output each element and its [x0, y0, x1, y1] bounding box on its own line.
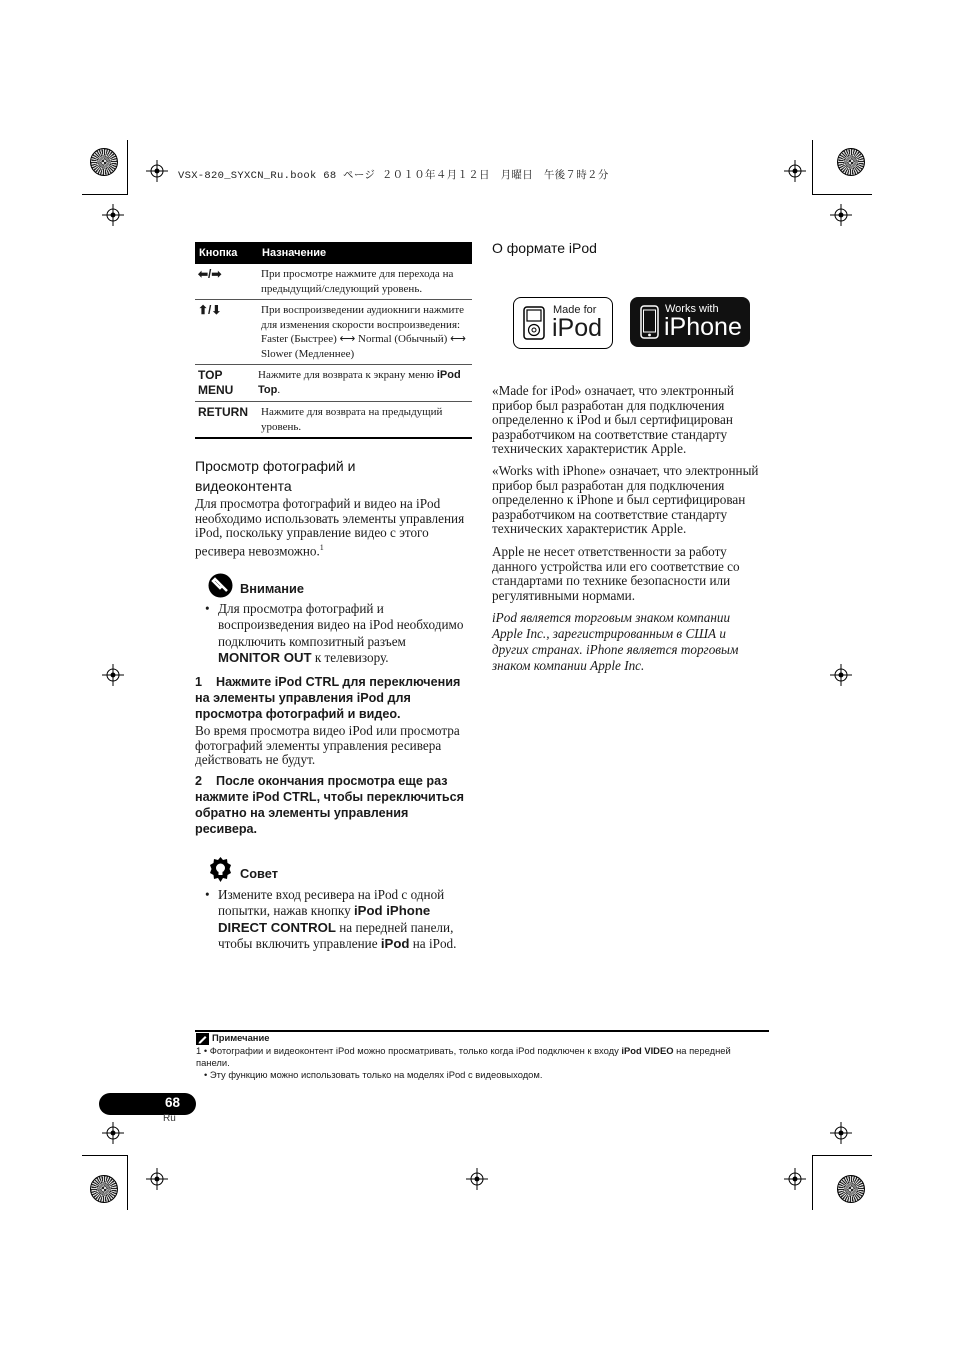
registration-mark-icon: [830, 204, 852, 226]
apple-disclaimer-paragraph: Apple не несет ответственности за работу данного устройства или его соответствие со стандартами по технике безопасности или регулятивными нормами.: [492, 544, 740, 603]
section-title-ipod-format: О формате iPod: [492, 240, 597, 256]
row-desc-end: .: [277, 383, 281, 396]
tip-bullet: • Измените вход ресивера на iPod с одной попытки, нажав кнопку iPod iPhone DIRECT CONTROL на передней панели, чтобы включить управление iPod на iPod.: [205, 887, 457, 951]
badge-big-text: iPod: [552, 314, 603, 342]
registration-mark-icon: [784, 160, 806, 182]
step1-text: для переключения на элементы управления iPod для просмотра фотографий и видео.: [195, 675, 461, 721]
color-bar-rosette: [837, 1175, 865, 1203]
made-for-ipod-badge: [513, 297, 613, 349]
tip-lightbulb-icon: [208, 857, 233, 882]
row-key: TOP MENU: [198, 368, 234, 397]
step-1-body: Во время просмотра видео iPod или просмотра фотографий элементы управления ресивера действовать не будут.: [195, 723, 460, 768]
row-key: ⬆/⬇: [198, 303, 222, 317]
footnote-1: [196, 1045, 756, 1069]
tip-bold: iPod iPhone DIRECT CONTROL: [218, 903, 431, 935]
row-desc: При воспроизведении аудиокниги нажмите для изменения скорости воспроизведения: Faster (Быстрее) ⟷ Normal (Обычный) ⟷ Slower (Медленнее): [261, 304, 466, 360]
row-desc-bold: iPod Top: [258, 369, 461, 396]
footnote-title: Примечание: [212, 1032, 270, 1043]
page-number: 68: [164, 1095, 180, 1110]
caution-text: Для просмотра фотографий и воспроизведения видео на iPod необходимо подключить композитный разъем: [218, 601, 464, 649]
footnote-ref: 1: [319, 542, 324, 552]
page-language: Ru: [163, 1113, 176, 1124]
row-desc: [258, 368, 468, 398]
section-title-photo-video: Просмотр фотографий и видеоконтента: [195, 458, 356, 494]
intro-paragraph: [195, 497, 472, 559]
step-number: 1: [195, 675, 203, 689]
tip-mid: на передней панели, чтобы включить управление: [218, 919, 454, 951]
row-key: RETURN: [198, 405, 248, 419]
step1-key: iPod CTRL: [274, 675, 339, 689]
caution-bullet: • Для просмотра фотографий и воспроизведения видео на iPod необходимо подключить композитный разъем MONITOR OUT к телевизору.: [205, 601, 464, 665]
caution-title: Внимание: [240, 581, 304, 596]
registration-mark-icon: [146, 160, 168, 182]
color-bar-rosette: [90, 1175, 118, 1203]
caution-bold: MONITOR OUT: [218, 649, 312, 665]
registration-mark-icon: [102, 1122, 124, 1144]
footnote-end: на передней панели.: [196, 1045, 731, 1068]
table-row: [195, 300, 472, 365]
page-number-tab: [99, 1093, 196, 1115]
made-for-ipod-paragraph: «Made for iPod» означает, что электронный прибор был разработан для подключения определенно к iPod и был сертифицирован разработчиком на соответствие стандарту технических характеристик Apple.: [492, 383, 734, 457]
book-file-header: VSX-820_SYXCN_Ru.book 68 ページ ２０１０年４月１２日 月曜日 午後７時２分: [178, 170, 609, 182]
registration-mark-icon: [466, 1168, 488, 1190]
table-row: [195, 365, 472, 402]
footnote-text: • Фотографии и видеоконтент iPod можно просматривать, только когда iPod подключен к входу: [203, 1045, 622, 1056]
works-with-iphone-paragraph: «Works with iPhone» означает, что электронный прибор был разработан для подключения определенно к iPhone и был сертифицирован разработчиком на соответствие стандарту технических характеристик Apple.: [492, 463, 759, 537]
step-1: [195, 674, 472, 722]
table-header: [195, 242, 472, 264]
registration-mark-icon: [102, 664, 124, 686]
badge-small-text: Made for: [553, 304, 597, 316]
footnote-number: 1: [196, 1045, 202, 1056]
color-bar-rosette: [90, 148, 118, 176]
col-header-function: Назначение: [262, 247, 327, 259]
table-row: [195, 402, 472, 437]
button-table: [195, 242, 472, 439]
tip-text: Измените вход ресивера на iPod с одной попытки, нажав кнопку: [218, 887, 445, 919]
registration-mark-icon: [784, 1168, 806, 1190]
caution-end: к телевизору.: [311, 649, 389, 665]
step1-pre: Нажмите: [216, 675, 275, 689]
registration-mark-icon: [830, 664, 852, 686]
row-desc-text: Нажмите для возврата к экрану меню: [258, 369, 435, 381]
intro-text: Для просмотра фотографий и видео на iPod необходимо использовать элементы управления iPod, поскольку управление видео с этого ресивера невозможно.: [195, 496, 465, 559]
step-number: 2: [195, 774, 203, 788]
badge-small-text: Works with: [665, 303, 719, 315]
badge-big-text: iPhone: [664, 313, 742, 341]
step2-text: После окончания просмотра еще раз нажмите iPod CTRL, чтобы переключиться обратно на элементы управления ресивера.: [195, 774, 465, 836]
step-2: [195, 773, 472, 837]
tip-title: Совет: [240, 866, 278, 881]
registration-mark-icon: [146, 1168, 168, 1190]
footnote-bold: iPod VIDEO: [621, 1045, 674, 1056]
trademark-paragraph: iPod является торговым знаком компании Apple Inc., зарегистрированным в США и других странах. iPhone является торговым знаком компании Apple Inc.: [492, 610, 739, 673]
iphone-device-icon: [640, 305, 659, 339]
tip-end: на iPod.: [409, 935, 457, 951]
row-key: ⬅/➡: [198, 267, 222, 281]
row-desc: При просмотре нажмите для перехода на предыдущий/следующий уровень.: [261, 268, 454, 295]
table-bottom-rule: [195, 437, 472, 439]
works-with-iphone-badge: [630, 297, 750, 347]
footnote-2: • Эту функцию можно использовать только на моделях iPod с видеовыходом.: [204, 1069, 543, 1080]
row-desc: Нажмите для возврата на предыдущий уровень.: [261, 406, 443, 433]
note-pencil-icon: [196, 1033, 209, 1045]
color-bar-rosette: [837, 148, 865, 176]
ipod-device-icon: [523, 306, 545, 340]
registration-mark-icon: [830, 1122, 852, 1144]
footnote-rule: [195, 1030, 769, 1032]
tip-bold-ipod: iPod: [380, 935, 410, 951]
col-header-button: Кнопка: [199, 247, 238, 259]
table-row: [195, 264, 472, 300]
registration-mark-icon: [102, 204, 124, 226]
caution-icon: [208, 573, 233, 598]
